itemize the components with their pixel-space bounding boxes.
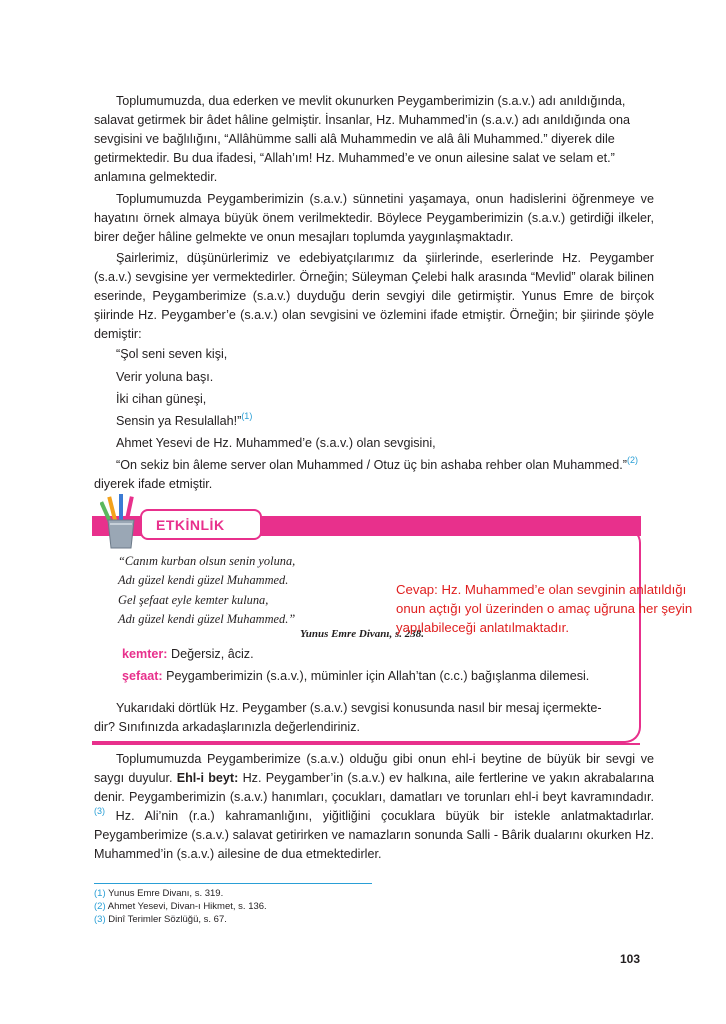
paragraph-4-part: Hz. Ali’nin (r.a.) kahramanlığını, yiğitliğini çocuklara büyük bir istekle anlatmaktadırlar. Peygamberimize (s.a.v.) salavat getirirken ve namazların sonunda Salli - Bârik dualarını okurken Hz. Muhammed’in (s.a.v.) ailesine de dua etmektedirler.	[94, 809, 655, 861]
activity-poem-line: “Canım kurban olsun senin yoluna,	[118, 554, 296, 568]
paragraph-4-part: Hz. Peygamber’in (s.a.v.) ev halkına, aile fertlerine ve yakın akrabalarına denir. Peygamberimizin (s.a.v.) hanımları, çocukları, damatları ve torunları ehl-i beyt kavramındadır.	[94, 771, 655, 804]
paragraph-1-line: sevgisini ve bağlılığını, “Allâhümme salli alâ Muhammedin ve alâ âli Muhammed.” diyerek dile	[94, 132, 615, 146]
answer-line: onun açtığı yol üzerinden o amaç uğruna her şeyin	[396, 601, 693, 616]
footnote-number: (2)	[94, 901, 106, 912]
paragraph-1-line: salavat getirmek bir âdet hâline gelmiştir. İnsanlar, Hz. Muhammed’in (s.a.v.) adı anıldığında ona	[94, 113, 630, 127]
yesevi-end: diyerek ifade etmiştir.	[94, 477, 213, 491]
poem-line: İki cihan güneşi,	[116, 392, 207, 406]
answer-line: yapılabileceği anlatılmaktadır.	[396, 620, 570, 635]
poem-line	[116, 412, 656, 431]
glossary-term: şefaat:	[122, 669, 163, 683]
glossary-term: kemter:	[122, 647, 168, 661]
footnote-rule	[94, 883, 372, 884]
poem-last-line: Sensin ya Resulallah!”	[116, 414, 242, 428]
activity-bottom-rule	[92, 743, 640, 745]
yesevi-intro: Ahmet Yesevi de Hz. Muhammed’e (s.a.v.) olan sevgisini,	[116, 436, 436, 450]
paragraph-2: Toplumumuzda Peygamberimizin (s.a.v.) sünnetini yaşamaya, onun hadislerini öğrenmeye ve hayatını örnek almaya büyük önem verilmektedir. Böylece Peygamberimizin (s.a.v.) getirdiği ilkeler, birer değer hâline gelmekte ve onun mesajları toplumda yaygınlaşmaktadır.	[94, 192, 654, 244]
paragraph-1-line: anlamına gelmektedir.	[94, 170, 218, 184]
glossary-sefaat	[122, 667, 589, 686]
activity-poem-line: Gel şefaat eyle kemter kuluna,	[118, 593, 269, 607]
glossary-definition: Değersiz, âciz.	[171, 647, 254, 661]
paragraph-4-part: Toplumumuzda Peygamberimize (s.a.v.) olduğu gibi onun ehl-i beytine de büyük bir sevgi ve saygı duyulur.	[94, 752, 654, 785]
footnote-text: Yunus Emre Divanı, s. 319.	[108, 888, 224, 899]
footnote-ref-2: (2)	[627, 455, 638, 465]
footnote	[94, 914, 227, 926]
poem-line: “Şol seni seven kişi,	[116, 347, 228, 361]
paragraph-1-line: getirmektedir. Bu dua ifadesi, “Allah’ım! Hz. Muhammed’e ve onun ailesine salat ve selam et.”	[94, 151, 615, 165]
footnote	[94, 888, 223, 900]
activity-question-line: dir? Sınıfınızda arkadaşlarınızla değerlendiriniz.	[94, 720, 361, 734]
glossary-kemter	[122, 645, 254, 664]
footnote-ref-1: (1)	[241, 411, 253, 421]
pencil-cup-icon	[100, 494, 142, 550]
paragraph-4	[94, 750, 654, 864]
activity-title: ETKİNLİK	[140, 509, 262, 540]
page-number: 103	[620, 952, 641, 966]
activity-question-line: Yukarıdaki dörtlük Hz. Peygamber (s.a.v.) sevgisi konusunda nasıl bir mesaj içermekte-	[116, 701, 602, 715]
footnote-text: Dinî Terimler Sözlüğü, s. 67.	[108, 914, 227, 925]
term-ehl-i-beyt: Ehl-i beyt:	[176, 771, 239, 785]
poem-line: Verir yoluna başı.	[116, 370, 214, 384]
paragraph-1-line: Toplumumuzda, dua ederken ve mevlit okunurken Peygamberimizin (s.a.v.) adı anıldığında,	[116, 94, 626, 108]
footnote-ref-3: (3)	[94, 806, 105, 816]
activity-poem-line: Adı güzel kendi güzel Muhammed.	[118, 573, 289, 587]
footnote-text: Ahmet Yesevi, Divan-ı Hikmet, s. 136.	[107, 901, 267, 912]
answer-line: Cevap: Hz. Muhammed’e olan sevginin anlatıldığı	[396, 582, 687, 597]
yesevi-quote-line	[116, 456, 656, 475]
footnote	[94, 901, 267, 913]
activity-poem-line: Adı güzel kendi güzel Muhammed.”	[118, 612, 296, 626]
answer-note	[396, 580, 693, 637]
yesevi-quote: “On sekiz bin âleme server olan Muhammed / Otuz üç bin ashaba rehber olan Muhammed.”	[116, 458, 627, 472]
footnote-number: (1)	[94, 888, 106, 899]
activity-poem-source: Yunus Emre Divanı, s. 238.	[300, 628, 424, 640]
paragraph-3: Şairlerimiz, düşünürlerimiz ve edebiyatçılarımız da şiirlerinde, eserlerinde Hz. Peygamber (s.a.v.) sevgisine yer vermektedirler. Örneğin; Süleyman Çelebi halk arasında “Mevlid” olarak bilinen eserinde, Peygamberimize (s.a.v.) duyduğu derin sevgiyi dile getirmiştir. Yunus Emre de birçok şiirinde Hz. Peygamber’e (s.a.v.) olan sevgisini ve özlemini ifade etmiştir. Örneğin; bir şiirinde şöyle demiştir:	[94, 251, 654, 341]
glossary-definition: Peygamberimizin (s.a.v.), müminler için Allah’tan (c.c.) bağışlanma dilemesi.	[166, 669, 590, 683]
footnote-number: (3)	[94, 914, 106, 925]
